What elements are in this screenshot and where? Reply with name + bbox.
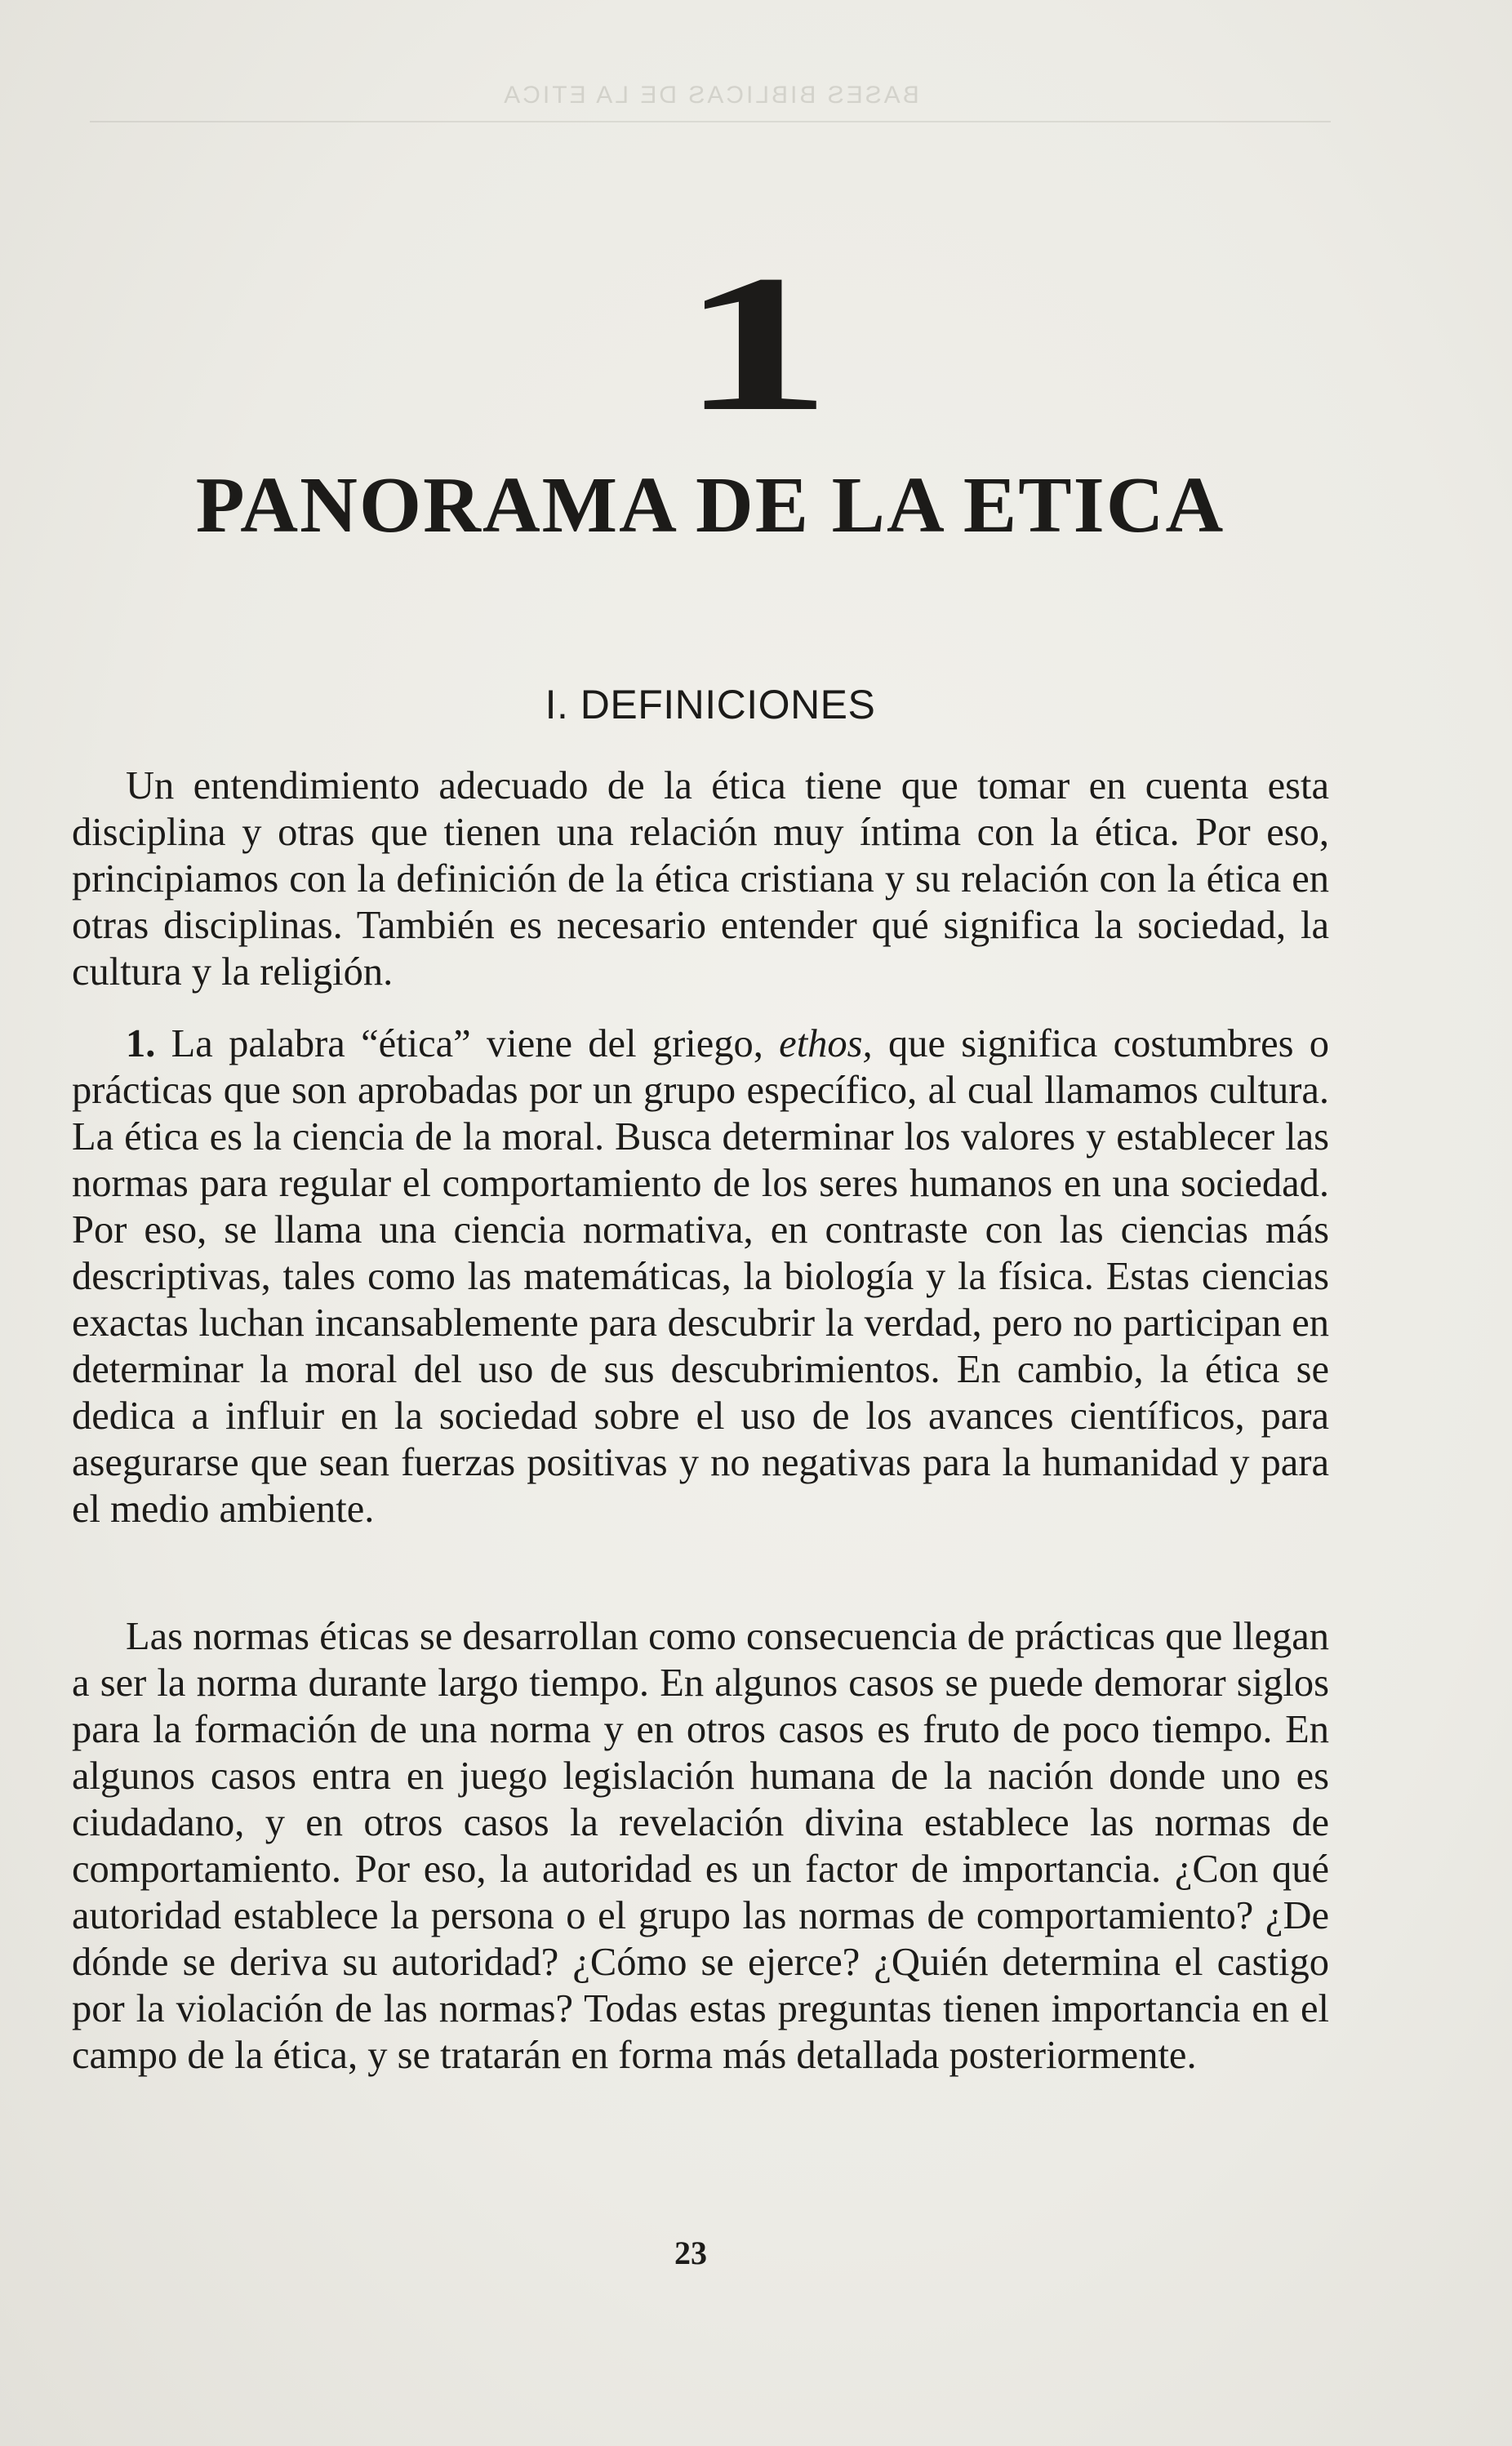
item-1-paragraph <box>72 1021 1329 1532</box>
chapter-number: 1 <box>680 234 832 451</box>
page-number: 23 <box>674 2235 707 2271</box>
bleed-through-header: BASES BIBLICAS DE LA ETICA <box>501 82 919 109</box>
norms-paragraph-block <box>72 1613 1329 2079</box>
chapter-title: PANORAMA DE LA ETICA <box>195 461 1225 549</box>
item-1-text-start: La palabra “ética” viene del griego, <box>171 1022 763 1065</box>
greek-term: ethos, <box>779 1022 873 1065</box>
item-1-paragraph-block <box>72 1021 1329 1532</box>
item-1-number: 1. <box>126 1022 156 1065</box>
section-heading: I. DEFINICIONES <box>545 682 876 727</box>
bleed-through-rule <box>90 121 1331 122</box>
intro-paragraph: Un entendimiento adecuado de la ética tiene que tomar en cuenta esta disciplina y otras que tienen una relación muy íntima con la ética. Por eso, principiamos con la definición de la ética cristiana y su relación con la ética en otras disciplinas. También es necesario entender qué significa la sociedad, la cultura y la religión. <box>72 764 1329 994</box>
item-1-text-rest: que significa costumbres o prácticas que son aprobadas por un grupo específico, al cual llamamos cultura. La ética es la ciencia de la moral. Busca determinar los valores y establecer las normas para regular el comportamiento de los seres humanos en una sociedad. Por eso, se llama una ciencia normativa, en contraste con las ciencias más descriptivas, tales como las matemáticas, la biología y la física. Estas ciencias exactas luchan incansablemente para descubrir la verdad, pero no participan en determinar la moral del uso de sus descubrimientos. En cambio, la ética se dedica a influir en la sociedad sobre el uso de los avances científicos, para asegurarse que sean fuerzas positivas y no negativas para la humanidad y para el medio ambiente. <box>72 1022 1330 1531</box>
intro-paragraph-block <box>72 763 1329 995</box>
norms-paragraph: Las normas éticas se desarrollan como consecuencia de prácticas que llegan a ser la norma durante largo tiempo. En algunos casos se puede demorar siglos para la formación de una norma y en otros casos es fruto de poco tiempo. En algunos casos entra en juego legislación humana de la nación donde uno es ciudadano, y en otros casos la revelación divina establece las normas de comportamiento. Por eso, la autoridad es un factor de importancia. ¿Con qué autoridad establece la persona o el grupo las normas de comportamiento? ¿De dónde se deriva su autoridad? ¿Cómo se ejerce? ¿Quién determina el castigo por la violación de las normas? Todas estas preguntas tienen importancia en el campo de la ética, y se tratarán en forma más detallada posteriormente. <box>72 1615 1329 2077</box>
